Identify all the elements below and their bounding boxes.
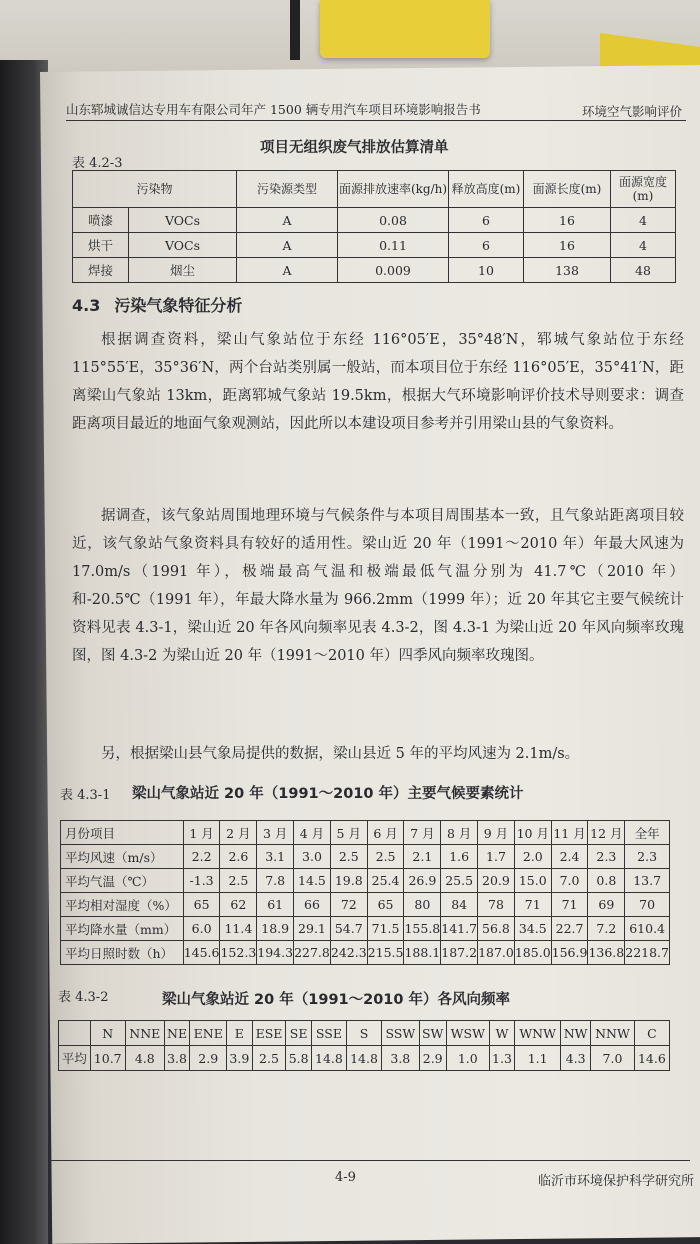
table-cell: 烘干: [73, 233, 129, 258]
table-cell: 烟尘: [129, 258, 237, 283]
header-cell: SW: [419, 1021, 446, 1046]
table-cell: 0.11: [338, 233, 449, 258]
table-cell: 65: [367, 893, 404, 917]
table-row: [59, 1046, 670, 1071]
header-title: 山东郓城诚信达专用车有限公司年产 1500 辆专用汽车项目环境影响报告书: [66, 102, 481, 117]
row-label: 平均相对湿度（%）: [61, 893, 184, 917]
header-cell: 面源宽度(m): [611, 171, 676, 208]
table-cell: A: [237, 233, 338, 258]
table-cell: 18.9: [257, 917, 294, 941]
table-cell: 70: [625, 893, 670, 917]
row-label: 平均日照时数（h）: [61, 941, 184, 965]
table-cell: 3.9: [227, 1046, 252, 1071]
table-cell: 71: [551, 893, 588, 917]
table-cell: 22.7: [551, 917, 588, 941]
table-cell: 13.7: [625, 869, 670, 893]
table-cell: 610.4: [625, 917, 670, 941]
row-label: 平均气温（℃）: [61, 869, 184, 893]
header-cell: 2 月: [220, 821, 257, 845]
header-cell: E: [227, 1021, 252, 1046]
table-row: [73, 258, 676, 283]
table-cell: 7.0: [551, 869, 588, 893]
table-cell: 227.8: [294, 941, 331, 965]
table-header-row: [73, 171, 676, 208]
table-cell: 34.5: [514, 917, 551, 941]
table-cell: 2.3: [588, 845, 625, 869]
table-cell: 4.8: [125, 1046, 164, 1071]
paragraph-text: 根据调查资料，梁山气象站位于东经 116°05′E，35°48′N，郓城气象站位于东经 115°55′E，35°36′N，两个台站类别属一般站，而本项目位于东经 116°05′E，35°41′N，距离梁山气象站 13km，距离郓城气象站 19.5km，根据大气环境影响评价技术导则要求：调查距离项目最近的地面气象观测站，因此所以本建设项目参考并引用梁山县的气象资料。: [72, 332, 684, 432]
section-title: 污染气象特征分析: [114, 296, 243, 315]
header-cell: NNE: [125, 1021, 164, 1046]
table-cell: 215.5: [367, 941, 404, 965]
table-cell: 19.8: [330, 869, 367, 893]
table-cell: 6.0: [183, 917, 220, 941]
header-cell: 7 月: [404, 821, 441, 845]
table-row: [61, 917, 670, 941]
table-cell: 2218.7: [625, 941, 670, 965]
table-cell: 187.0: [478, 941, 515, 965]
table-cell: 1.1: [515, 1046, 561, 1071]
header-cell: 5 月: [330, 821, 367, 845]
table-cell: 15.0: [514, 869, 551, 893]
table-cell: 0.8: [588, 869, 625, 893]
table-cell: 14.5: [294, 869, 331, 893]
header-cell: SSW: [382, 1021, 419, 1046]
table-cell: 2.0: [514, 845, 551, 869]
table-c-title: 梁山气象站近 20 年（1991～2010 年）各风向频率: [162, 992, 511, 1008]
header-cell: 面源排放速率(kg/h): [338, 171, 449, 208]
table-cell: 3.8: [382, 1046, 419, 1071]
table-cell: 7.0: [591, 1046, 635, 1071]
header-cell: 4 月: [294, 821, 331, 845]
table-cell: 14.8: [311, 1046, 346, 1071]
footer-rule: [50, 1160, 690, 1161]
table-cell: 1.3: [489, 1046, 514, 1071]
section-heading: [72, 293, 256, 316]
header-cell: C: [634, 1021, 669, 1046]
header-cell: NW: [561, 1021, 591, 1046]
table-cell: 10.7: [90, 1046, 125, 1071]
table-cell: 138: [524, 258, 611, 283]
table-cell: VOCs: [129, 208, 237, 233]
header-cell: [59, 1021, 91, 1046]
table-a-label: 表 4.2-3: [72, 156, 123, 171]
table-cell: 2.6: [220, 845, 257, 869]
table-cell: 6: [449, 208, 524, 233]
table-cell: 4: [611, 233, 676, 258]
header-cell: 8 月: [441, 821, 478, 845]
header-cell: WNW: [515, 1021, 561, 1046]
header-cell: 面源长度(m): [524, 171, 611, 208]
table-cell: 2.5: [252, 1046, 286, 1071]
table-cell: 185.0: [514, 941, 551, 965]
header-cell: 3 月: [257, 821, 294, 845]
table-b-label: 表 4.3-1: [60, 788, 111, 803]
table-cell: 61: [257, 893, 294, 917]
page-content: [50, 80, 700, 1230]
table-cell: 14.6: [634, 1046, 669, 1071]
table-cell: 20.9: [478, 869, 515, 893]
header-cell: NNW: [591, 1021, 635, 1046]
table-cell: 188.1: [404, 941, 441, 965]
table-cell: 62: [220, 893, 257, 917]
table-cell: 152.3: [220, 941, 257, 965]
table-a-title: 项目无组织废气排放估算清单: [260, 140, 449, 156]
table-cell: 3.0: [294, 845, 331, 869]
table-cell: 65: [183, 893, 220, 917]
table-cell: 4: [611, 208, 676, 233]
table-c-label: 表 4.3-2: [58, 990, 109, 1005]
header-cell: ESE: [252, 1021, 286, 1046]
header-cell: 11 月: [551, 821, 588, 845]
table-cell: 2.1: [404, 845, 441, 869]
table-cell: 4.3: [561, 1046, 591, 1071]
header-cell: 污染物: [73, 171, 237, 208]
table-cell: 69: [588, 893, 625, 917]
header-cell: 全年: [625, 821, 670, 845]
running-header: [66, 98, 686, 121]
header-cell: NE: [164, 1021, 190, 1046]
header-cell: SSE: [311, 1021, 346, 1046]
table-cell: 11.4: [220, 917, 257, 941]
table-cell: 3.8: [164, 1046, 190, 1071]
table-cell: 16: [524, 208, 611, 233]
header-cell: ENE: [190, 1021, 227, 1046]
table-cell: 0.009: [338, 258, 449, 283]
body-paragraph-2: [72, 502, 684, 670]
table-climate-stats: [60, 820, 670, 965]
header-cell: 10 月: [514, 821, 551, 845]
table-cell: 141.7: [441, 917, 478, 941]
table-cell: 84: [441, 893, 478, 917]
table-cell: 71: [514, 893, 551, 917]
table-cell: 2.9: [190, 1046, 227, 1071]
header-cell: N: [90, 1021, 125, 1046]
paragraph-text: 另，根据梁山县气象局提供的数据，梁山县近 5 年的平均风速为 2.1m/s。: [101, 746, 580, 762]
table-cell: 66: [294, 893, 331, 917]
table-row: [61, 869, 670, 893]
row-label: 平均: [59, 1046, 91, 1071]
table-cell: 14.8: [346, 1046, 381, 1071]
table-cell: 2.3: [625, 845, 670, 869]
table-row: [61, 893, 670, 917]
table-cell: 136.8: [588, 941, 625, 965]
table-cell: 26.9: [404, 869, 441, 893]
table-cell: 7.8: [257, 869, 294, 893]
table-cell: 25.5: [441, 869, 478, 893]
page-number: 4-9: [335, 1170, 356, 1185]
table-cell: 1.0: [446, 1046, 489, 1071]
table-cell: 0.08: [338, 208, 449, 233]
header-cell: 释放高度(m): [449, 171, 524, 208]
header-cell: W: [489, 1021, 514, 1046]
table-cell: -1.3: [183, 869, 220, 893]
table-cell: 29.1: [294, 917, 331, 941]
table-cell: A: [237, 208, 338, 233]
background-yellow-object: [320, 0, 490, 58]
section-number: 4.3: [72, 296, 101, 315]
table-cell: 7.2: [588, 917, 625, 941]
table-cell: 焊接: [73, 258, 129, 283]
table-cell: 2.4: [551, 845, 588, 869]
table-cell: 16: [524, 233, 611, 258]
header-cell: 污染源类型: [237, 171, 338, 208]
table-b-title: 梁山气象站近 20 年（1991～2010 年）主要气候要素统计: [132, 786, 524, 802]
table-cell: 56.8: [478, 917, 515, 941]
table-cell: 1.7: [478, 845, 515, 869]
header-cell: S: [346, 1021, 381, 1046]
table-cell: 3.1: [257, 845, 294, 869]
table-header-row: [61, 821, 670, 845]
table-cell: 25.4: [367, 869, 404, 893]
header-cell: 12 月: [588, 821, 625, 845]
row-label: 平均风速（m/s）: [61, 845, 184, 869]
table-cell: 194.3: [257, 941, 294, 965]
header-cell: SE: [286, 1021, 311, 1046]
table-cell: 145.6: [183, 941, 220, 965]
header-cell: 月份项目: [61, 821, 184, 845]
table-header-row: [59, 1021, 670, 1046]
body-paragraph-1: [72, 326, 684, 438]
table-row: [61, 845, 670, 869]
table-cell: 155.8: [404, 917, 441, 941]
table-row: [73, 208, 676, 233]
table-cell: 80: [404, 893, 441, 917]
table-cell: 72: [330, 893, 367, 917]
table-row: [73, 233, 676, 258]
header-cell: 9 月: [478, 821, 515, 845]
footer-institute: 临沂市环境保护科学研究所: [537, 1174, 694, 1189]
header-cell: 1 月: [183, 821, 220, 845]
table-cell: 喷漆: [73, 208, 129, 233]
table-cell: 187.2: [441, 941, 478, 965]
table-cell: 71.5: [367, 917, 404, 941]
table-cell: 78: [478, 893, 515, 917]
header-chapter: 环境空气影响评价: [581, 104, 682, 119]
table-cell: 2.2: [183, 845, 220, 869]
header-cell: WSW: [446, 1021, 489, 1046]
table-cell: 156.9: [551, 941, 588, 965]
table-cell: 5.8: [286, 1046, 311, 1071]
row-label: 平均降水量（mm）: [61, 917, 184, 941]
table-row: [61, 941, 670, 965]
table-cell: 54.7: [330, 917, 367, 941]
table-cell: 2.5: [330, 845, 367, 869]
table-wind-frequency: [58, 1020, 670, 1071]
background-rod: [290, 0, 300, 60]
body-paragraph-3: [72, 740, 684, 768]
table-cell: 10: [449, 258, 524, 283]
table-cell: 2.9: [419, 1046, 446, 1071]
table-cell: 48: [611, 258, 676, 283]
table-cell: A: [237, 258, 338, 283]
paragraph-text: 据调查，该气象站周围地理环境与气候条件与本项目周围基本一致，且气象站距离项目较近，该气象站气象资料具有较好的适用性。梁山近 20 年（1991～2010 年）年最大风速为 17.0m/s（1991 年），极端最高气温和极端最低气温分别为 41.7℃（2010 年）和-20.5℃（1991 年），年最大降水量为 966.2mm（1999 年）；近 20 年其它主要气候统计资料见表 4.3-1，梁山近 20 年各风向频率见表 4.3-2，图 4.3-1 为梁山近 20 年风向频率玫瑰图，图 4.3-2 为梁山近 20 年（1991～2010 年）四季风向频率玫瑰图。: [72, 508, 684, 664]
table-cell: 6: [449, 233, 524, 258]
table-cell: 2.5: [367, 845, 404, 869]
table-cell: VOCs: [129, 233, 237, 258]
table-emission-estimate: [72, 170, 676, 283]
header-cell: 6 月: [367, 821, 404, 845]
table-cell: 1.6: [441, 845, 478, 869]
table-cell: 2.5: [220, 869, 257, 893]
table-cell: 242.3: [330, 941, 367, 965]
